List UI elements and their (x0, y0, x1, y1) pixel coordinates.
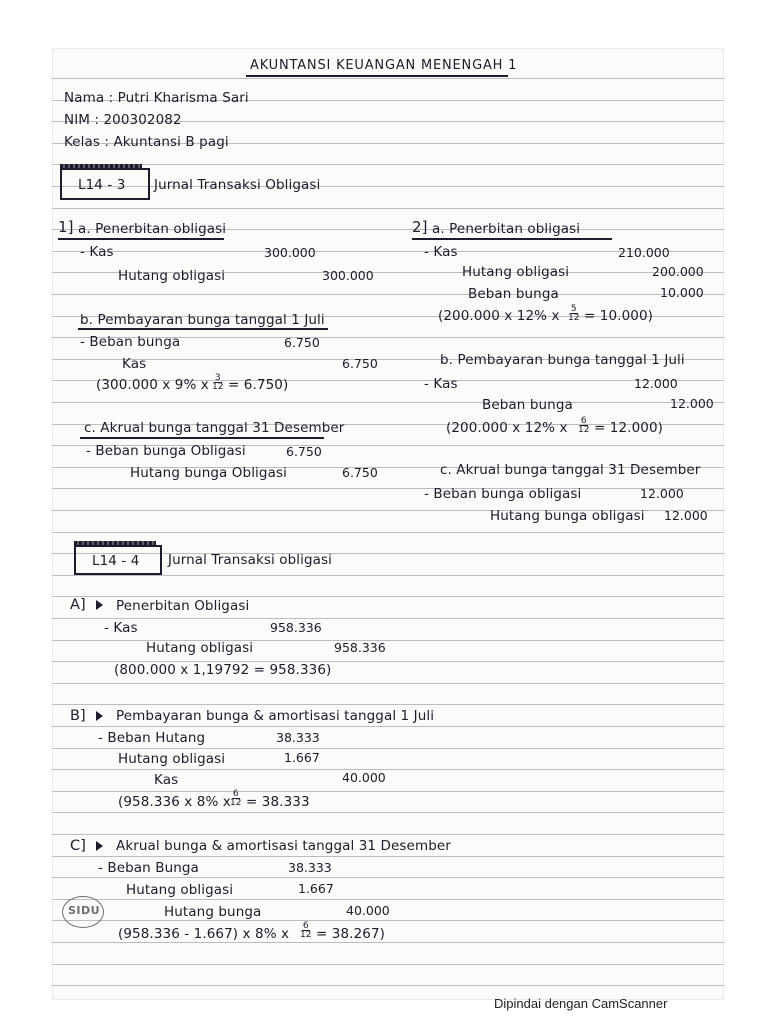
ruled-line (52, 877, 724, 878)
p2a-r3-label: Beban bunga (468, 286, 559, 302)
p1b-calc-left: (300.000 x 9% x (96, 377, 209, 393)
pb-r3-label: Kas (154, 772, 179, 788)
ruled-line (52, 726, 724, 727)
arrow-icon (96, 711, 103, 721)
p1b-calc-right: = 6.750) (228, 377, 289, 393)
p1a-r1-debit: 300.000 (264, 245, 316, 260)
pb-calc-right: = 38.333 (246, 794, 310, 810)
pb-calc-fraction: $\frac{6}{12}$ (230, 789, 242, 808)
pa-r1-label: - Kas (104, 620, 138, 636)
part-1a-underline (58, 238, 224, 240)
p2b-calc-left: (200.000 x 12% x (446, 420, 568, 436)
pc-r1-label: - Beban Bunga (98, 860, 199, 876)
ruled-line (52, 78, 724, 79)
part-1-marker: 1] (58, 218, 74, 236)
notebook-logo-text: SIDU (68, 904, 101, 917)
part-1c-underline (80, 437, 324, 439)
p1b-r2-label: Kas (122, 356, 147, 372)
part-2c-title: c. Akrual bunga tanggal 31 Desember (440, 462, 701, 478)
pc-r3-label: Hutang bunga (164, 904, 262, 920)
part-2b-title: b. Pembayaran bunga tanggal 1 Juli (440, 352, 685, 368)
ruled-line (52, 704, 724, 705)
part-2-marker: 2] (412, 218, 428, 236)
section-code-l14-3: L14 - 3 (78, 177, 126, 193)
pa-calc: (800.000 x 1,19792 = 958.336) (114, 662, 332, 678)
arrow-icon (96, 841, 103, 851)
pc-r1-debit: 38.333 (288, 860, 332, 875)
pa-r1-debit: 958.336 (270, 620, 322, 635)
ruled-line (52, 791, 724, 792)
pb-calc-left: (958.336 x 8% x (118, 794, 231, 810)
ruled-line (52, 186, 724, 187)
pb-r2-debit: 1.667 (284, 750, 320, 765)
pc-r3-credit: 40.000 (346, 903, 390, 918)
student-name: Nama : Putri Kharisma Sari (64, 90, 249, 106)
p2b-r2-label: Beban bunga (482, 397, 573, 413)
part-c-title: Akrual bunga & amortisasi tanggal 31 Desember (116, 838, 451, 854)
ruled-line (52, 769, 724, 770)
pc-calc-fraction: $\frac{6}{12}$ (300, 921, 312, 940)
student-nim: NIM : 200302082 (64, 112, 182, 128)
part-1c-title: c. Akrual bunga tanggal 31 Desember (84, 420, 345, 436)
p1c-r1-debit: 6.750 (286, 444, 322, 459)
part-b-marker: B] (70, 708, 86, 724)
part-2a-title: a. Penerbitan obligasi (432, 221, 581, 237)
p1b-r1-debit: 6.750 (284, 335, 320, 350)
pb-r2-label: Hutang obligasi (118, 751, 226, 767)
part-1b-title: b. Pembayaran bunga tanggal 1 Juli (80, 312, 325, 328)
part-a-title: Penerbitan Obligasi (116, 598, 250, 614)
p1c-r2-credit: 6.750 (342, 465, 378, 480)
pb-r1-debit: 38.333 (276, 730, 320, 745)
part-b-title: Pembayaran bunga & amortisasi tanggal 1 Juli (116, 708, 435, 724)
ruled-line (52, 920, 724, 921)
p2c-r1-label: - Beban bunga obligasi (424, 486, 582, 502)
p2a-calc-fraction: $\frac{5}{12}$ (568, 304, 580, 323)
p2b-calc-fraction: $\frac{6}{12}$ (578, 416, 590, 435)
part-2a-underline (412, 238, 612, 240)
pc-calc-left: (958.336 - 1.667) x 8% x (118, 926, 290, 942)
title-underline (246, 75, 508, 77)
p1b-r2-credit: 6.750 (342, 356, 378, 371)
pa-r2-credit: 958.336 (334, 640, 386, 655)
ruled-line (52, 294, 724, 295)
ruled-line (52, 532, 724, 533)
p2b-r1-debit: 12.000 (634, 376, 678, 391)
camscanner-watermark: Dipindai dengan CamScanner (494, 996, 668, 1011)
section-heading-l14-3: Jurnal Transaksi Obligasi (154, 177, 321, 193)
part-a-marker: A] (70, 597, 86, 613)
p1c-r1-label: - Beban bunga Obligasi (86, 443, 246, 459)
p1a-r2-credit: 300.000 (322, 268, 374, 283)
ruled-line (52, 596, 724, 597)
arrow-icon (96, 600, 103, 610)
p1c-r2-label: Hutang bunga Obligasi (130, 465, 287, 481)
ruled-line (52, 618, 724, 619)
pc-calc-right: = 38.267) (316, 926, 386, 942)
ruled-line (52, 942, 724, 943)
ruled-line (52, 683, 724, 684)
student-class: Kelas : Akuntansi B pagi (64, 134, 229, 150)
p2c-r2-label: Hutang bunga obligasi (490, 508, 645, 524)
p2a-calc-left: (200.000 x 12% x (438, 308, 560, 324)
pc-r2-label: Hutang obligasi (126, 882, 234, 898)
pb-r1-label: - Beban Hutang (98, 730, 206, 746)
part-1b-underline (78, 328, 328, 330)
section-heading-l14-4: Jurnal Transaksi obligasi (168, 552, 333, 568)
ruled-line (52, 834, 724, 835)
p2a-r1-debit: 210.000 (618, 245, 670, 260)
p2b-calc-right: = 12.000) (594, 420, 664, 436)
ruled-line (52, 985, 724, 986)
ruled-line (52, 488, 724, 489)
pc-r2-debit: 1.667 (298, 881, 334, 896)
p2c-r1-debit: 12.000 (640, 486, 684, 501)
ruled-line (52, 164, 724, 165)
ruled-line (52, 402, 724, 403)
ruled-line (52, 856, 724, 857)
pb-r3-credit: 40.000 (342, 770, 386, 785)
notebook-page (52, 48, 724, 1000)
ruled-line (52, 899, 724, 900)
p1b-calc-fraction: $\frac{3}{12}$ (212, 373, 224, 392)
part-c-marker: C] (70, 838, 86, 854)
p2a-r2-credit: 200.000 (652, 264, 704, 279)
ruled-line (52, 208, 724, 209)
p1a-r2-label: Hutang obligasi (118, 268, 226, 284)
p2c-r2-credit: 12.000 (664, 508, 708, 523)
p1a-r1-label: - Kas (80, 244, 114, 260)
ruled-line (52, 748, 724, 749)
ruled-line (52, 964, 724, 965)
ruled-line (52, 812, 724, 813)
p2a-r2-label: Hutang obligasi (462, 264, 570, 280)
p1b-r1-label: - Beban bunga (80, 334, 181, 350)
page-title: AKUNTANSI KEUANGAN MENENGAH 1 (250, 58, 518, 73)
p2a-calc-right: = 10.000) (584, 308, 654, 324)
p2b-r2-credit: 12.000 (670, 396, 714, 411)
section-code-l14-4: L14 - 4 (92, 553, 140, 569)
p2a-r1-label: - Kas (424, 244, 458, 260)
part-1a-title: a. Penerbitan obligasi (78, 221, 227, 237)
ruled-line (52, 575, 724, 576)
p2b-r1-label: - Kas (424, 376, 458, 392)
pa-r2-label: Hutang obligasi (146, 640, 254, 656)
p2a-r3-credit: 10.000 (660, 285, 704, 300)
